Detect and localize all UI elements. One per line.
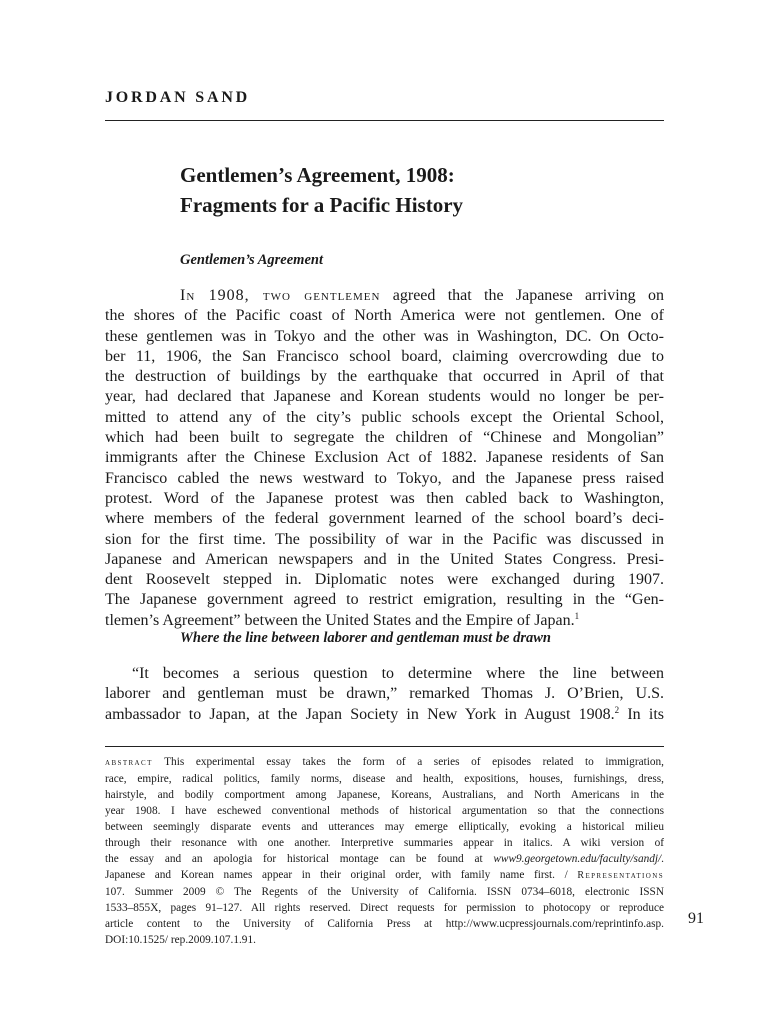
- paragraph-line: year, had declared that Japanese and Korean students would no longer be per-: [105, 388, 664, 406]
- abstract-line: 107. Summer 2009 © The Regents of the University of California. ISSN 0734–6018, electronic ISSN: [105, 886, 664, 898]
- paragraph-line: The Japanese government agreed to restrict emigration, resulting in the “Gen-: [105, 591, 664, 609]
- paragraph-line: sion for the first time. The possibility of war in the Pacific was discussed in: [105, 530, 664, 548]
- abstract-block: [105, 754, 664, 948]
- title-line-1: Gentlemen’s Agreement, 1908:: [180, 163, 455, 187]
- abstract-line: the essay and an apologia for historical montage can be found at www9.georgetown.edu/faculty/sandj/.: [105, 853, 664, 865]
- paragraph-line: which had been built to segregate the children of “Chinese and Mongolian”: [105, 429, 664, 447]
- title-line-2: Fragments for a Pacific History: [180, 193, 464, 217]
- paragraph-line: these gentlemen was in Tokyo and the other was in Washington, DC. On Octo-: [105, 327, 664, 345]
- abstract-line: abstract This experimental essay takes the form of a series of episodes related to immigration,: [105, 756, 664, 768]
- abstract-line: hairstyle, and bodily comportment among Japanese, Koreans, Australians, and North Americans in the: [105, 789, 664, 801]
- page-number: 91: [688, 910, 704, 927]
- abstract-line: race, empire, radical politics, family norms, disease and health, expositions, houses, furnishings, dress,: [105, 773, 664, 785]
- section-heading-1: Gentlemen’s Agreement: [180, 252, 323, 268]
- abstract-line: between seemingly disparate events and utterances may emerge elliptically, evoking a historical milieu: [105, 821, 664, 833]
- paragraph-line: where members of the federal government learned of the school board’s deci-: [105, 510, 664, 528]
- paragraph-line: dent Roosevelt stepped in. Diplomatic notes were exchanged during 1907.: [105, 571, 664, 589]
- abstract-line: 1533–855X, pages 91–127. All rights reserved. Direct requests for permission to photocopy or reproduce: [105, 902, 664, 914]
- paragraph-line: protest. Word of the Japanese protest was then cabled back to Washington,: [105, 489, 664, 507]
- paragraph-line: “It becomes a serious question to determine where the line between: [132, 665, 664, 682]
- section-heading-2: Where the line between laborer and gentleman must be drawn: [180, 630, 551, 646]
- article-title: [180, 160, 463, 220]
- abstract-rule: [105, 746, 664, 747]
- paragraph-line: mitted to attend any of the city’s public schools except the Oriental School,: [105, 408, 664, 426]
- journal-name: Representations: [577, 870, 664, 881]
- paragraph-2: [105, 664, 664, 725]
- paragraph-line: ber 11, 1906, the San Francisco school board, claiming overcrowding due to: [105, 347, 664, 365]
- paragraph-1: [105, 286, 664, 631]
- wiki-link[interactable]: www9.georgetown.edu/faculty/sandj/: [493, 853, 662, 865]
- abstract-line: year 1908. I have eschewed conventional methods of historical argumentation so that the connections: [105, 805, 664, 817]
- footnote-marker-2[interactable]: 2: [614, 704, 620, 715]
- paragraph-line: In 1908, two gentlemen agreed that the Japanese arriving on: [180, 287, 664, 304]
- abstract-line: DOI:10.1525/ rep.2009.107.1.91.: [105, 934, 256, 946]
- abstract-line: through their resonance with one another. Interpretive summaries appear in italics. A wiki version of: [105, 837, 664, 849]
- author-name: JORDAN SAND: [105, 89, 251, 106]
- paragraph-line: the destruction of buildings by the earthquake that occurred in April of that: [105, 368, 664, 386]
- header-rule: [105, 120, 664, 121]
- abstract-line: Japanese and Korean names appear in their original order, with family name first. / Representations: [105, 869, 664, 881]
- abstract-label: abstract: [105, 757, 153, 768]
- paragraph-line: Japanese and American newspapers and in the United States Congress. Presi-: [105, 550, 664, 568]
- paragraph-line: Francisco cabled the news westward to Tokyo, and the Japanese press raised: [105, 469, 664, 487]
- abstract-line: article content to the University of California Press at http://www.ucpressjournals.com/reprintinfo.asp.: [105, 918, 664, 930]
- paragraph-line: laborer and gentleman must be drawn,” remarked Thomas J. O’Brien, U.S.: [105, 685, 664, 703]
- footnote-marker-1[interactable]: 1: [574, 610, 580, 621]
- paragraph-line: tlemen’s Agreement” between the United States and the Empire of Japan.$^1$: [105, 610, 580, 629]
- dropcap-lead: In 1908, two gentlemen: [180, 287, 381, 304]
- paragraph-line: ambassador to Japan, at the Japan Society in New York in August 1908.$^2$ In its: [105, 704, 664, 723]
- paragraph-line: the shores of the Pacific coast of North America were not gentlemen. One of: [105, 307, 664, 325]
- paragraph-line: immigrants after the Chinese Exclusion Act of 1882. Japanese residents of San: [105, 449, 664, 467]
